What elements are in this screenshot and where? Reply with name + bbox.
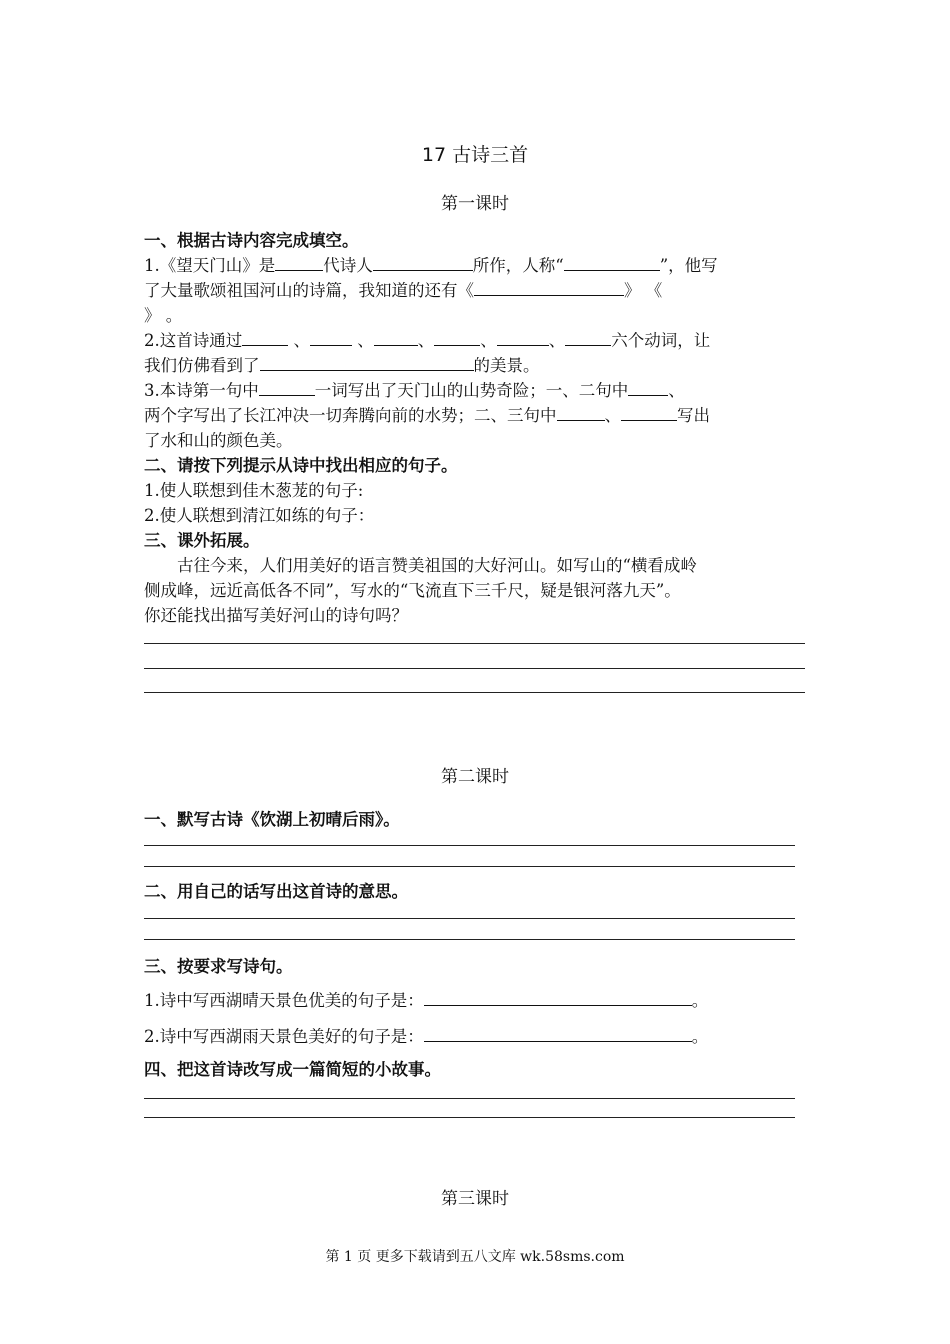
l2-section-2-title: 二、用自己的话写出这首诗的意思。 [144, 882, 408, 901]
page-footer: 第 1 页 更多下载请到五八文库 wk.58sms.com [325, 1249, 625, 1265]
l2-section-4-title: 四、把这首诗改写成一篇简短的小故事。 [144, 1060, 441, 1079]
l1-q1-text-a: 1.《望天门山》是 [144, 256, 276, 275]
l1-q2-line1 [144, 327, 710, 351]
verb-blank-1[interactable] [242, 330, 288, 346]
l1-q3-text-b: 一词写出了天门山的山势奇险；一、二句中 [314, 381, 629, 400]
l1-q3-text-g: 了水和山的颜色美。 [144, 431, 293, 450]
answer-line[interactable] [144, 845, 795, 846]
answer-line[interactable] [144, 643, 805, 644]
l1-section-2-title: 二、请按下列提示从诗中找出相应的句子。 [144, 456, 458, 475]
l1-q2-text-d: 的美景。 [473, 356, 540, 375]
l1-q3-text-c: 、 [668, 381, 685, 400]
l1-q2-text-b: 六个动词，让 [611, 331, 711, 350]
l1-q1-line2 [144, 277, 662, 301]
answer-line[interactable] [144, 692, 805, 693]
l1-q3-text-a: 3.本诗第一句中 [144, 381, 259, 400]
answer-line[interactable] [144, 866, 795, 867]
l1-q3-text-e: 、 [604, 406, 621, 425]
l1-q1-line3 [144, 302, 182, 326]
lesson-2-heading: 第二课时 [441, 767, 509, 787]
l1-q2-sep2: 、 [352, 331, 374, 350]
l2-section-3-title: 三、按要求写诗句。 [144, 957, 293, 976]
verb-blank-3[interactable] [374, 330, 418, 346]
l1-q2-sep5: 、 [548, 331, 566, 350]
l1-q1-text-f: 》 《 [624, 281, 663, 300]
l1-q1-text-d: ”，他写 [659, 256, 718, 275]
answer-line[interactable] [144, 918, 795, 919]
l1-q2-text-c: 我们仿佛看到了 [144, 356, 260, 375]
l1-q3-line1 [144, 377, 685, 401]
lesson-1-heading: 第一课时 [441, 194, 509, 214]
l1-s3-para-line3: 你还能找出描写美好河山的诗句吗？ [144, 606, 408, 625]
l1-section-3-title: 三、课外拓展。 [144, 531, 260, 550]
answer-line[interactable] [144, 668, 805, 669]
l1-q2-sep3: 、 [417, 331, 435, 350]
l1-s2-q1: 1.使人联想到佳木葱茏的句子: [144, 481, 364, 500]
verb-blank-2[interactable] [310, 330, 352, 346]
color-blank-1[interactable] [557, 405, 605, 421]
lesson-3-heading: 第三课时 [441, 1189, 509, 1209]
char-blank-1[interactable] [628, 380, 668, 396]
rainy-line-blank[interactable] [424, 1026, 692, 1042]
word-blank[interactable] [259, 380, 315, 396]
nickname-blank[interactable] [564, 255, 660, 271]
page-title: 17 古诗三首 [421, 144, 529, 166]
l2-s3-q1 [144, 987, 708, 1011]
l1-section-1-title: 一、根据古诗内容完成填空。 [144, 231, 359, 250]
poet-blank[interactable] [373, 255, 473, 271]
answer-line[interactable] [144, 939, 795, 940]
l1-q2-line2 [144, 352, 540, 376]
l2-section-1-title: 一、默写古诗《饮湖上初晴后雨》。 [144, 810, 400, 829]
l1-s3-para-line2: 侧成峰，远近高低各不同”，写水的“飞流直下三千尺，疑是银河落九天”。 [144, 581, 681, 600]
l2-s3-q2-end: 。 [691, 1027, 709, 1046]
verb-blank-6[interactable] [565, 330, 611, 346]
verb-blank-4[interactable] [434, 330, 480, 346]
answer-line[interactable] [144, 1098, 795, 1099]
l2-s3-q1-end: 。 [691, 991, 709, 1010]
scenery-blank[interactable] [260, 355, 474, 371]
l2-s3-q1-text: 1.诗中写西湖晴天景色优美的句子是： [144, 991, 424, 1010]
l1-q1-text-c: 所作，人称“ [472, 256, 564, 275]
other-poem-blank[interactable] [474, 280, 624, 296]
answer-line[interactable] [144, 1117, 795, 1118]
sunny-line-blank[interactable] [424, 990, 692, 1006]
l1-q2-sep4: 、 [480, 331, 497, 350]
l1-q3-line2 [144, 402, 710, 426]
l1-q1-text-b: 代诗人 [323, 256, 373, 275]
l1-q2-text-a: 2.这首诗通过 [144, 331, 243, 350]
dynasty-blank[interactable] [275, 255, 323, 271]
l1-q3-text-f: 写出 [677, 406, 710, 425]
verb-blank-5[interactable] [497, 330, 549, 346]
l2-s3-q2-text: 2.诗中写西湖雨天景色美好的句子是： [144, 1027, 424, 1046]
l1-s3-para-line1: 古往今来，人们用美好的语言赞美祖国的大好河山。如写山的“横看成岭 [177, 556, 697, 575]
l1-q3-line3 [144, 427, 293, 451]
l1-s2-q2: 2.使人联想到清江如练的句子： [144, 506, 375, 525]
l1-q3-text-d: 两个字写出了长江冲决一切奔腾向前的水势；二、三句中 [144, 406, 557, 425]
color-blank-2[interactable] [621, 405, 677, 421]
l1-q2-sep1: 、 [288, 331, 310, 350]
l2-s3-q2 [144, 1023, 708, 1047]
l1-q1-text-g: 》 。 [144, 306, 183, 325]
l1-q1-text-e: 了大量歌颂祖国河山的诗篇，我知道的还有《 [144, 281, 474, 300]
l1-q1-line1 [144, 252, 718, 276]
